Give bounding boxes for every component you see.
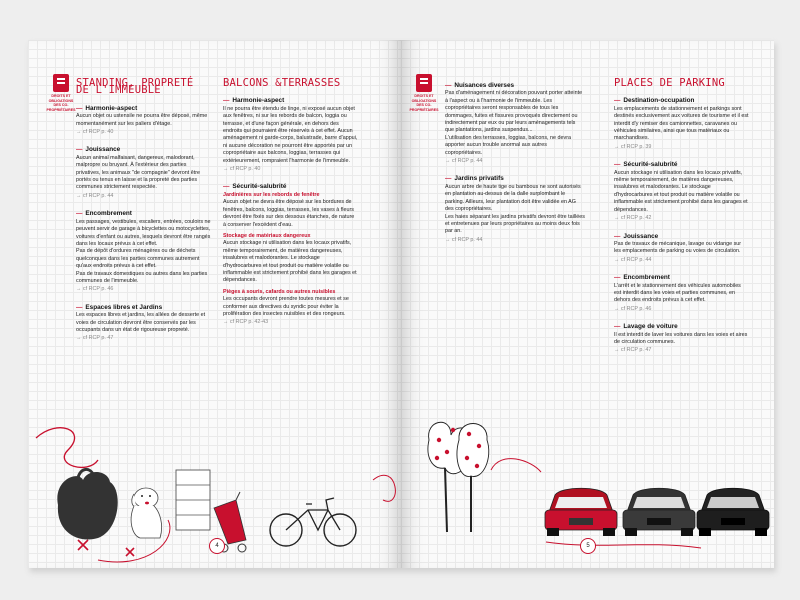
subsection-heading: Harmonie-aspect: [85, 104, 138, 112]
paragraph: L'arrêt et le stationnement des véhicules automobiles est interdit dans les voies et parties communes, en dehors des endroits prévus à cet effet.: [614, 282, 741, 304]
swirl-line: [546, 542, 701, 548]
paragraph: Les espaces libres et jardins, les allées de desserte et voies de circulation devront être conservés par les occupants dans un état de rigoureuse propreté.: [76, 312, 206, 333]
paragraph: Aucun objet ou ustensile ne pourra être déposé, même momentanément sur les paliers d'étage.: [76, 113, 208, 127]
reference: → cf RCP p. 42-43: [223, 319, 269, 326]
paragraph: Aucun stockage ni utilisation dans les locaux privatifs, même temporairement, de matières dangereuses, insalubres et malodorantes. Le stockage d'hydrocarbures et tout produit ou matière volatile ou inflammable est strictement prohibé dans les garages et dépendances.: [614, 169, 748, 213]
subsection: — Jouissance Aucun animal malfaisant, dangereux, malodorant, malpropre ou bruyant. À l'extérieur des parties privatives, les animaux "de compagnie" devront être portés ou tenus en laisse et la propreté des parties communes strictement respectée. → cf RCP p. 44: [76, 146, 211, 200]
subsection: — Destination-occupation Les emplacements de stationnement et parkings sont destinés exclusivement aux voitures de tourisme et il est interdit d'y remiser des camionnettes, caravanes ou véhicules similaires, ainsi que tous matériaux ou marchandises. → cf RCP p. 39: [614, 97, 749, 150]
reference: → cf RCP p. 40: [223, 166, 261, 173]
subsection-heading: Jouissance: [623, 232, 659, 240]
paragraph: Les passages, vestibules, escaliers, entrées, couloirs ne peuvent servir de garage à bicyclettes ou motocyclettes, voitures d'enfant ou autres, lesquels devront être rangés dans les locaux prévus à cet effet.: [76, 218, 211, 247]
subsection: — Nuisances diverses Pas d'aménagement ni décoration pouvant porter atteinte à l'aspect ou à l'harmonie de l'immeuble. Les copropriétaires seront responsables de tous les dommages, fuites et fissures provoqués directement ou indirectement par eux ou par leurs aménagements tels que plantations, jardins suspendus... L'utilisation des terrasses, loggias, balcons, ne devra apporter aucun trouble anormal aux autres copropriétaires. → cf RCP p. 44: [445, 82, 585, 165]
column-parking: [614, 77, 749, 365]
car-dark-icon: [623, 488, 695, 536]
subsection: — Jardins privatifs Aucun arbre de haute tige ou bambous ne sont autorisés en plantation au-dessus de la dalle surplombant le parking. Ailleurs, leur plantation doit être validée en AG des copropriétaires. Les haies séparant les jardins privatifs devront être taillées et entretenues par leurs propriétaires au moins deux fois par an. → cf RCP p. 44: [445, 175, 585, 243]
subsection-heading: Sécurité-salubrité: [232, 183, 287, 191]
cross-mark: [78, 540, 88, 550]
dog-icon: [131, 488, 161, 538]
reference: → cf RCP p. 40: [76, 129, 114, 136]
reference: → cf RCP p. 42: [614, 215, 652, 222]
car-red-icon: [545, 488, 617, 536]
paragraph: L'utilisation des terrasses, loggias, balcons, ne devra apporter aucun trouble anormal aux autres copropriétaires.: [445, 134, 571, 156]
badge-label: DROITS ET OBLIGATIONS DES CO-PROPRIÉTAIRES: [46, 94, 76, 112]
cross-mark: [126, 548, 134, 556]
page-number: 4: [209, 538, 225, 554]
swirl-line: [36, 428, 98, 468]
column-nuisances: [445, 82, 585, 254]
section-title: BALCONS &TERRASSES: [223, 77, 341, 89]
bicycle-icon: [270, 498, 356, 546]
paragraph: Pas de travaux de mécanique, lavage ou vidange sur les emplacements de parking ou voies de circulation.: [614, 240, 742, 255]
paragraph: Aucun stockage ni utilisation dans les locaux privatifs, même temporairement, de matières dangereuses, insalubres et malodorantes. Le stockage d'hydrocarbures et tout produit ou matière volatile ou inflammable est strictement prohibé dans les garages et dépendances.: [223, 240, 357, 284]
sub-heading: Stockage de matériaux dangereux: [223, 232, 311, 239]
reference: → cf RCP p. 44: [445, 158, 483, 165]
subsection-heading: Espaces libres et Jardins: [85, 303, 163, 311]
subsection: — Harmonie-aspect Il ne pourra être étendu de linge, ni exposé aucun objet aux fenêtres, ni sur les rebords de balcon, loggia ou terrasse, et d'une façon générale, en dehors des endroits qui pourraient être réservés à cet effet. Aucun aménagement ni garde-corps, balustrade, barre d'appui, ni aucune décoration ne pourront être apportés par un copropriétaire aux balcons, loggias, terrasses qui extérieurement, rompraient l'harmonie de l'immeuble. → cf RCP p. 40: [223, 97, 358, 173]
swirl-line: [491, 459, 541, 472]
right-page: [401, 40, 774, 568]
reference: → cf RCP p. 46: [614, 305, 652, 312]
book-icon: [53, 74, 69, 92]
subsection-heading: Encombrement: [623, 274, 670, 282]
subsection: — Encombrement L'arrêt et le stationnement des véhicules automobiles est interdit dans les voies et parties communes, en dehors des endroits prévus à cet effet. → cf RCP p. 46: [614, 274, 749, 313]
paragraph: Aucun arbre de haute tige ou bambous ne sont autorisés en plantation au-dessus de la dalle surplombant le parking. Ailleurs, leur plantation doit être validée en AG des copropriétaires.: [445, 183, 581, 213]
paragraph: Il ne pourra être étendu de linge, ni exposé aucun objet aux fenêtres, ni sur les rebords de balcon, loggia ou terrasse, et d'une façon générale, en dehors des endroits qui pourraient être réservés à cet effet. Aucun aménagement ni garde-corps, balustrade, barre d'appui, ni aucune décoration ne pourront être apportés par un copropriétaire aux balcons, loggias, terrasses qui extérieurement, rompraient l'harmonie de l'immeuble.: [223, 105, 358, 164]
section-title: STANDING, PROPRETÉ DE L'IMMEUBLE: [76, 77, 194, 97]
paragraph: Pas de travaux domestiques ou autres dans les parties communes de l'immeuble.: [76, 270, 208, 284]
rights-badge: [46, 74, 76, 112]
subsection: — Jouissance Pas de travaux de mécanique, lavage ou vidange sur les emplacements de parking ou voies de circulation. → cf RCP p. 44: [614, 233, 749, 265]
subsection: — Lavage de voiture Il est interdit de laver les voitures dans les voies et aires de circulation communes. → cf RCP p. 47: [614, 323, 748, 354]
reference: → cf RCP p. 44: [614, 256, 652, 263]
subsection-heading: Jardins privatifs: [454, 175, 504, 183]
reference: → cf RCP p. 39: [614, 143, 652, 150]
column-balcons: [223, 77, 358, 337]
reference: → cf RCP p. 46: [76, 286, 114, 293]
subsection-heading: Encombrement: [85, 210, 132, 218]
section-title: PLACES DE PARKING: [614, 77, 725, 89]
reference: → cf RCP p. 47: [76, 335, 114, 342]
paragraph: Les occupants devront prendre toutes mesures et se conformer aux directives du syndic pour éviter la prolifération des insectes nuisibles et des rongeurs.: [223, 296, 349, 317]
car-black-icon: [697, 488, 769, 536]
sub-heading: Pièges à souris, cafards ou autres nuisibles: [223, 288, 336, 295]
subsection: — Espaces libres et Jardins Les espaces libres et jardins, les allées de desserte et voies de circulation devront être conservés par les occupants dans un état de rigoureuse propreté. → cf RCP p. 47: [76, 304, 211, 343]
garbage-bag-icon: [57, 469, 117, 539]
subsection-heading: Destination-occupation: [623, 97, 695, 105]
paragraph: Les emplacements de stationnement et parkings sont destinés exclusivement aux voitures de tourisme et il est interdit d'y remiser des camionnettes, caravanes ou véhicules similaires, ainsi que tous matériaux ou marchandises.: [614, 105, 749, 142]
left-page: [28, 40, 401, 568]
brochure-spread: [28, 40, 774, 568]
reference: → cf RCP p. 47: [614, 347, 652, 354]
reference: → cf RCP p. 44: [445, 236, 483, 243]
page-number: 5: [580, 538, 596, 554]
sub-heading: Jardinières sur les rebords de fenêtre: [223, 191, 320, 198]
subsection: — Encombrement Les passages, vestibules, escaliers, entrées, couloirs ne peuvent servir de garage à bicyclettes ou motocyclettes, voitures d'enfant ou autres, lesquels devront être rangés dans les locaux prévus à cet effet. Pas de dépôt d'ordures ménagères ou de déchets quelconques dans les parties communes autrement qu'aux endroits prévus à cet effet. Pas de travaux domestiques ou autres dans les parties communes de l'immeuble. → cf RCP p. 46: [76, 210, 211, 293]
column-standing: [76, 77, 211, 353]
paragraph: Aucun objet ne devra être déposé sur les bordures de fenêtres, balcons, loggias, terrasses, les vases à fleurs devront être fixés sur des dessous étanches, de nature à conserver l'excédent d'eau.: [223, 199, 355, 228]
shelf-icon: [176, 470, 210, 530]
subsection: — Sécurité-salubrité Aucun stockage ni utilisation dans les locaux privatifs, même temporairement, de matières dangereuses, insalubres et malodorantes. Le stockage d'hydrocarbures et tout produit ou matière volatile ou inflammable est strictement prohibé dans les garages et dépendances. → cf RCP p. 42: [614, 161, 748, 222]
trees-icon: [428, 422, 489, 532]
badge-label: DROITS ET OBLIGATIONS DES CO-PROPRIÉTAIRES: [409, 94, 439, 112]
paragraph: Pas d'aménagement ni décoration pouvant porter atteinte à l'aspect ou à l'harmonie de l'immeuble. Les copropriétaires seront responsables de tous les dommages, fuites et fissures provoqués directement ou indirectement par eux ou par leurs aménagements tels que plantations, jardins suspendus...: [445, 90, 583, 134]
paragraph: Aucun animal malfaisant, dangereux, malodorant, malpropre ou bruyant. À l'extérieur des parties privatives, les animaux "de compagnie" devront être portés ou tenus en laisse et la propreté des parties communes strictement respectée.: [76, 154, 200, 191]
book-icon: [416, 74, 432, 92]
subsection-heading: Harmonie-aspect: [232, 97, 285, 105]
swirl-line: [373, 475, 395, 501]
subsection-heading: Sécurité-salubrité: [623, 161, 678, 169]
subsection-heading: Lavage de voiture: [623, 323, 678, 331]
paragraph: Les haies séparant les jardins privatifs devront être taillées et entretenues par leurs propriétaires au moins deux fois par an.: [445, 213, 585, 235]
paragraph: Il est interdit de laver les voitures dans les voies et aires de circulation communes.: [614, 331, 748, 345]
reference: → cf RCP p. 44: [76, 192, 114, 199]
rights-badge: [409, 74, 439, 112]
subsection: — Harmonie-aspect Aucun objet ou ustensile ne pourra être déposé, même momentanément sur les paliers d'étage. → cf RCP p. 40: [76, 105, 211, 137]
subsection-heading: Nuisances diverses: [454, 82, 515, 89]
paragraph: Pas de dépôt d'ordures ménagères ou de déchets quelconques dans les parties communes autrement qu'aux endroits prévus à cet effet.: [76, 248, 200, 270]
subsection: — Sécurité-salubrité Jardinières sur les rebords de fenêtre Aucun objet ne devra être déposé sur les bordures de fenêtres, balcons, loggias, terrasses, les vases à fleurs devront être fixés sur des dessous étanches, de nature à conserver l'excédent d'eau. Stockage de matériaux dangereux Aucun stockage ni utilisation dans les locaux privatifs, même temporairement, de matières dangereuses, insalubres et malodorantes. Le stockage d'hydrocarbures et tout produit ou matière volatile ou inflammable est strictement prohibé dans les garages et dépendances. Pièges à souris, cafards ou autres nuisibles Les occupants devront prendre toutes mesures et se conformer aux directives du syndic pour éviter la prolifération des insectes nuisibles et des rongeurs. → cf RCP p. 42-43: [223, 183, 357, 326]
subsection-heading: Jouissance: [85, 146, 121, 154]
